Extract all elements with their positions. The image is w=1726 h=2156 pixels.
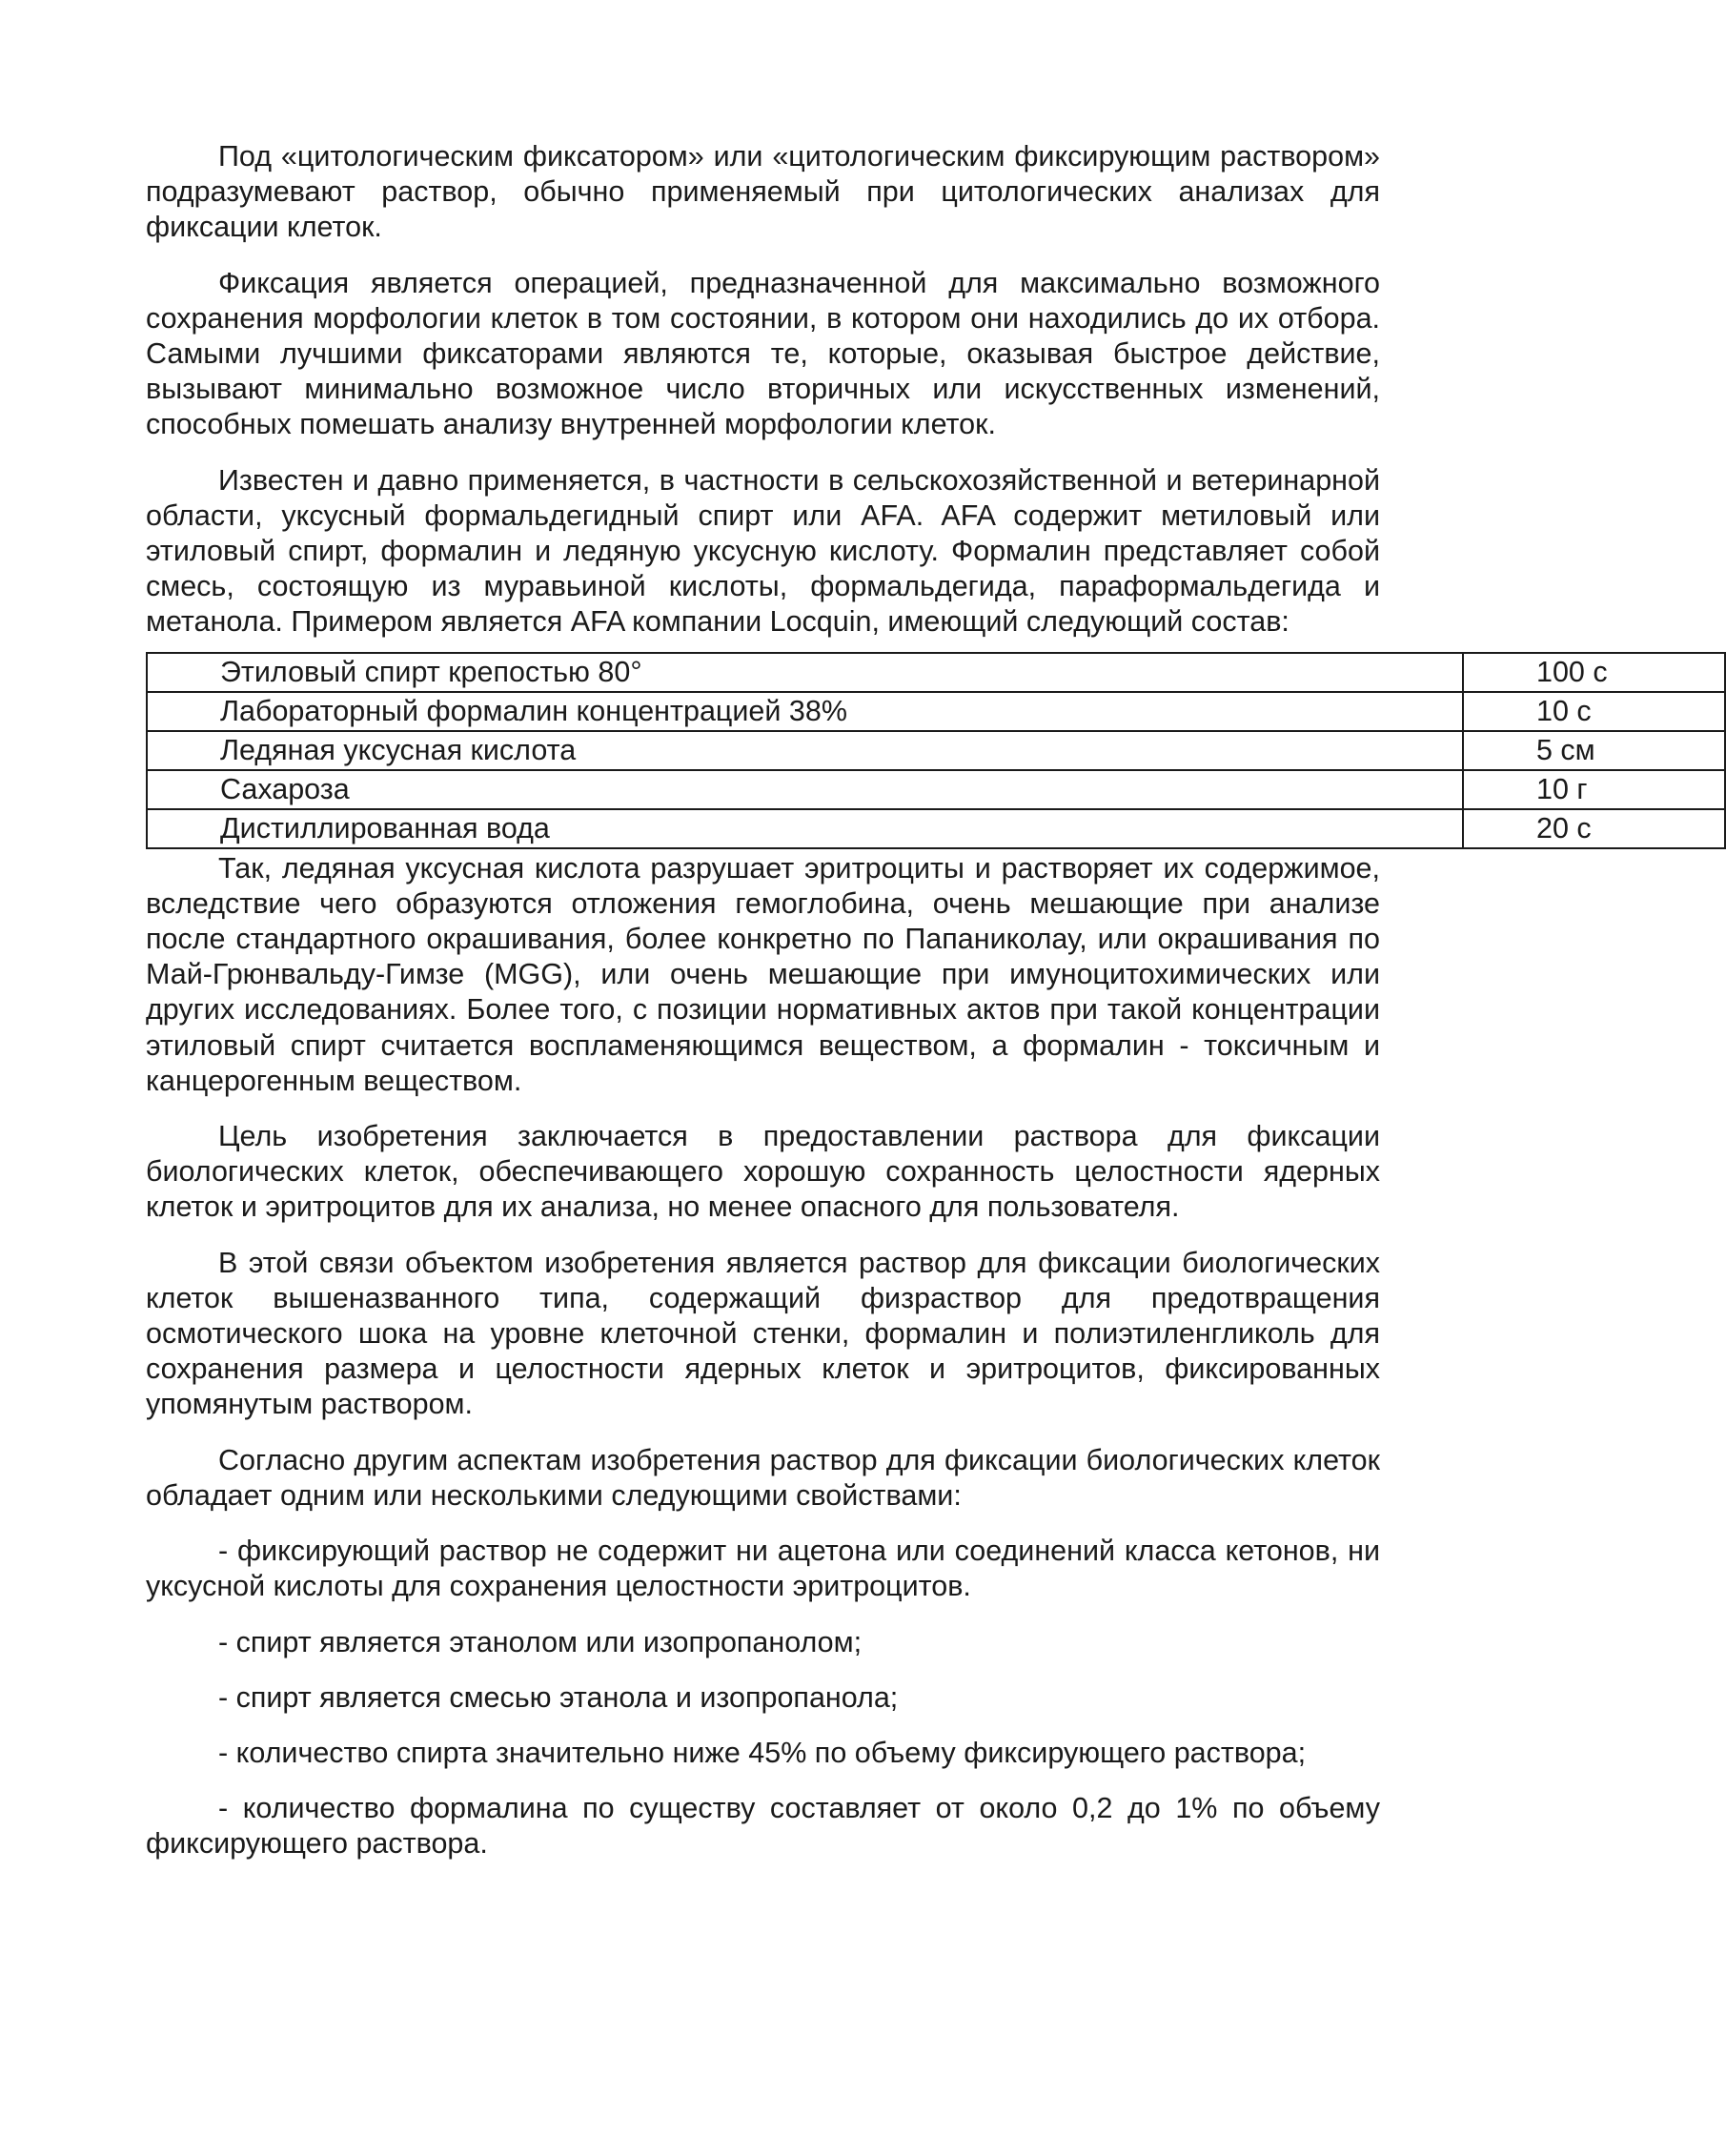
list-item: - фиксирующий раствор не содержит ни ацетона или соединений класса кетонов, ни уксусной кислоты для сохранения целостности эритроцитов. — [146, 1535, 1380, 1603]
paragraph-aspects: Согласно другим аспектам изобретения раствор для фиксации биологических клеток обладает одним или несколькими следующими свойствами: — [146, 1443, 1380, 1512]
paragraph-object: В этой связи объектом изобретения является раствор для фиксации биологических клеток вышеназванного типа, содержащий физраствор для предотвращения осмотического шока на уровне клеточной стенки, формалин и полиэтиленгликоль для сохранения размера и целостности ядерных клеток и эритроцитов, фиксированных упомянутым раствором. — [146, 1246, 1380, 1421]
composition-table — [146, 652, 1726, 849]
amount-cell: 20 с — [1463, 809, 1725, 848]
ingredient-cell: Ледяная уксусная кислота — [147, 731, 1463, 770]
table-row — [147, 692, 1725, 731]
paragraph-afa: Известен и давно применяется, в частности в сельскохозяйственной и ветеринарной области, уксусный формальдегидный спирт или AFA. AFA содержит метиловый или этиловый спирт, формалин и ледяную уксусную кислоту. Формалин представляет собой смесь, состоящую из муравьиной кислоты, формальдегида, параформальдегида и метанола. Примером является AFA компании Locquin, имеющий следующий состав: — [146, 463, 1380, 639]
list-item: - количество спирта значительно ниже 45% по объему фиксирующего раствора; — [218, 1736, 1307, 1769]
list-item: - спирт является этанолом или изопропанолом; — [218, 1625, 863, 1658]
list-item: - количество формалина по существу составляет от около 0,2 до 1% по объему фиксирующего раствора. — [146, 1792, 1380, 1861]
ingredient-cell: Этиловый спирт крепостью 80° — [147, 653, 1463, 692]
paragraph-goal: Цель изобретения заключается в предоставлении раствора для фиксации биологических клеток, обеспечивающего хорошую сохранность целостности ядерных клеток и эритроцитов для их анализа, но менее опасного для пользователя. — [146, 1120, 1380, 1224]
amount-cell: 10 с — [1463, 692, 1725, 731]
paragraph-definition: Под «цитологическим фиксатором» или «цитологическим фиксирующим раствором» подразумевают раствор, обычно применяемый при цитологических анализах для фиксации клеток. — [146, 140, 1380, 244]
amount-cell: 5 см — [1463, 731, 1725, 770]
table-row — [147, 770, 1725, 809]
table-row — [147, 731, 1725, 770]
ingredient-cell: Дистиллированная вода — [147, 809, 1463, 848]
paragraph-fixation: Фиксация является операцией, предназначенной для максимально возможного сохранения морфологии клеток в том состоянии, в котором они находились до их отбора. Самыми лучшими фиксаторами являются те, которые, оказывая быстрое действие, вызывают минимально возможное число вторичных или искусственных изменений, способных помешать анализу внутренней морфологии клеток. — [146, 266, 1380, 441]
amount-cell: 10 г — [1463, 770, 1725, 809]
amount-cell: 100 с — [1463, 653, 1725, 692]
table-row — [147, 653, 1725, 692]
table-row — [147, 809, 1725, 848]
ingredient-cell: Лабораторный формалин концентрацией 38% — [147, 692, 1463, 731]
paragraph-drawbacks: Так, ледяная уксусная кислота разрушает эритроциты и растворяет их содержимое, вследствие чего образуются отложения гемоглобина, очень мешающие при анализе после стандартного окрашивания, более конкретно по Папаниколау, или окрашивания по Май-Грюнвальду-Гимзе (MGG), или очень мешающие при имуноцитохимических или других исследованиях. Более того, с позиции нормативных актов при такой концентрации этиловый спирт считается воспламеняющимся веществом, а формалин - токсичным и канцерогенным веществом. — [146, 851, 1380, 1097]
ingredient-cell: Сахароза — [147, 770, 1463, 809]
list-item: - спирт является смесью этанола и изопропанола; — [218, 1680, 899, 1714]
document-body — [146, 139, 1608, 1862]
